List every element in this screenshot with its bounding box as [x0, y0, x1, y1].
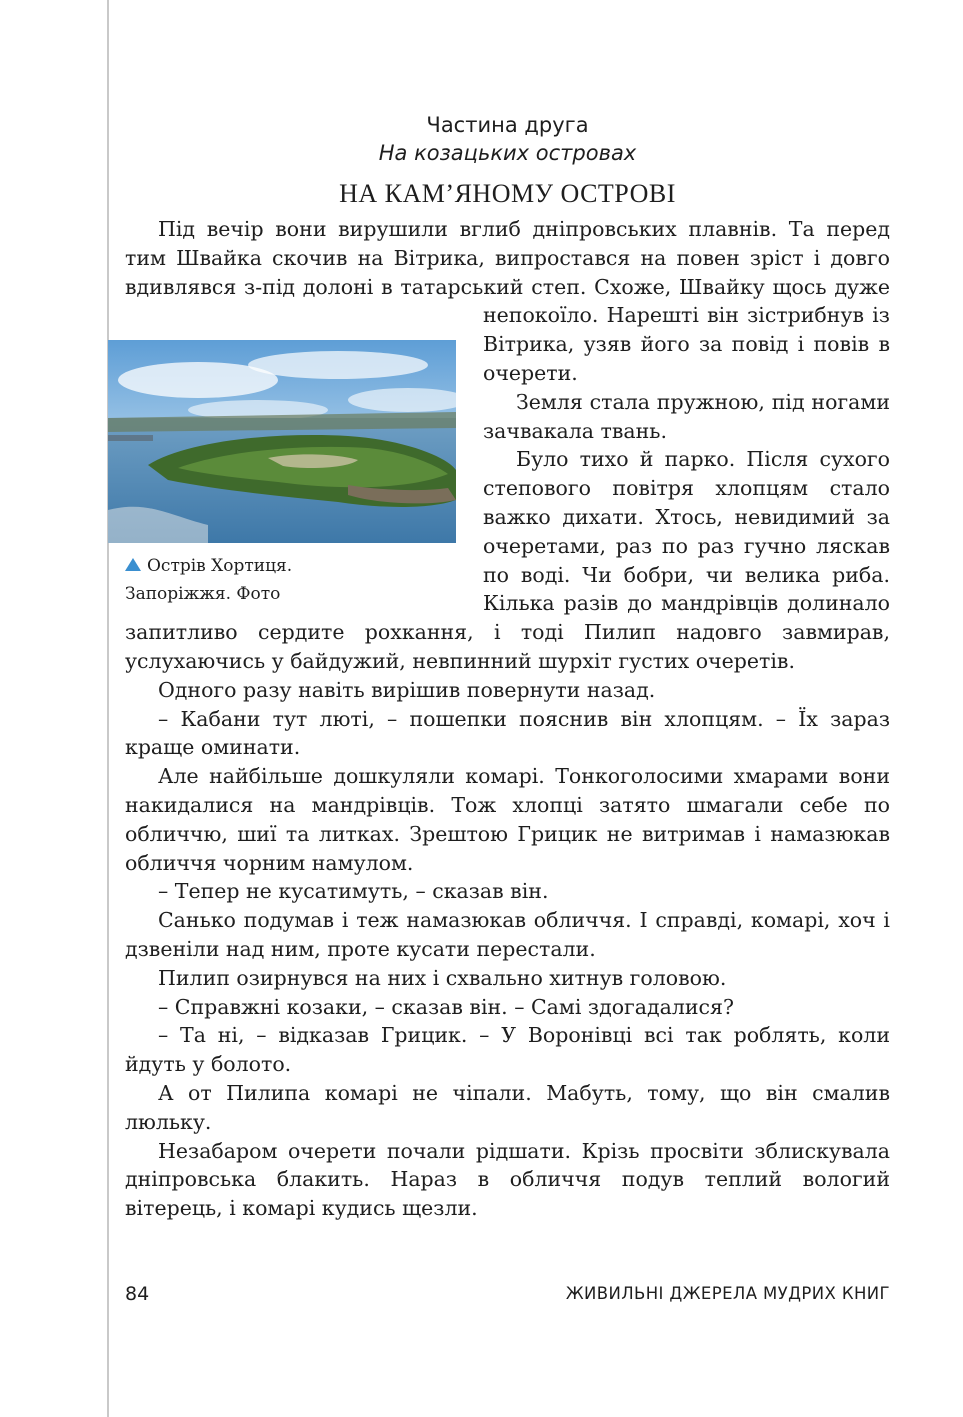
book-title: ЖИВИЛЬНІ ДЖЕРЕЛА МУДРИХ КНИГ	[565, 1284, 890, 1303]
paragraph: Пилип озирнувся на них і схвально хитнув головою.	[158, 965, 727, 990]
paragraph: Під вечір вони вирушили вглиб дніпровських плавнів. Та перед тим Швайка скочив на Вітрика, випростався на повен зріст і довго вдивлявся з-під долоні в татарський степ. Схоже, Швайку щось дуже непокоїло. Нарешті він зістрибнув із Вітрика, узяв його за повід і повів в очерети.	[125, 217, 890, 385]
paragraph: Було тихо й парко. Після сухого степового повітря хлопцям стало важко дихати. Хтось, невидимий за очеретами, раз по раз гучно ляскав по воді. Чи бобри, чи велика риба. Кілька разів до мандрівців долинало запитливо сердите рохкання, і тоді Пилип надовго завмирав, услухаючись у байдужий, невпинний шурхіт густих очеретів.	[125, 447, 890, 673]
paragraph: – Тепер не кусатимуть, – сказав він.	[158, 879, 549, 904]
paragraph: Але найбільше дошкуляли комарі. Тонкоголосими хмарами вони накидалися на мандрівців. Тож хлопці затято шмагали себе по обличчю, шиї та литках. Зрештою Грицик не витримав і намазюкав обличчя чорним намулом.	[125, 764, 890, 875]
part-subtitle: На козацьких островах	[378, 141, 637, 165]
page-margin-line	[107, 0, 109, 1417]
paragraph: Земля стала пружною, під ногами зачвакала твань.	[483, 389, 890, 443]
caption-line-1: Острів Хортиця.	[147, 556, 293, 576]
paragraph: – Кабани тут люті, – пошепки пояснив він хлопцям. – Їх зараз краще оминати.	[125, 706, 890, 760]
paragraph: Санько подумав і теж намазюкав обличчя. І справді, комарі, хоч і дзвеніли над ним, проте кусати перестали.	[125, 908, 890, 961]
part-title: Частина друга	[426, 113, 589, 137]
photo-caption	[125, 552, 455, 608]
page-number: 84	[125, 1283, 150, 1305]
caption-line-2: Запоріжжя. Фото	[125, 584, 281, 604]
paragraph: Незабаром очерети почали рідшати. Крізь просвіти зблискувала дніпровська блакить. Нараз в обличчя подув теплий вологий вітерець, і комарі кудись щезли.	[125, 1138, 890, 1221]
paragraph: Одного разу навіть вирішив повернути назад.	[158, 677, 656, 702]
story-title: НА КАМ’ЯНОМУ ОСТРОВІ	[339, 179, 676, 208]
triangle-marker-icon	[125, 558, 141, 571]
paragraph: – Та ні, – відказав Грицик. – У Воронівці всі так роблять, коли йдуть у болото.	[125, 1023, 890, 1077]
island-photo	[108, 340, 456, 543]
paragraph: А от Пилипа комарі не чіпали. Мабуть, тому, що він смалив люльку.	[125, 1080, 890, 1134]
paragraph: – Справжні козаки, – сказав він. – Самі здогадалися?	[158, 994, 734, 1019]
